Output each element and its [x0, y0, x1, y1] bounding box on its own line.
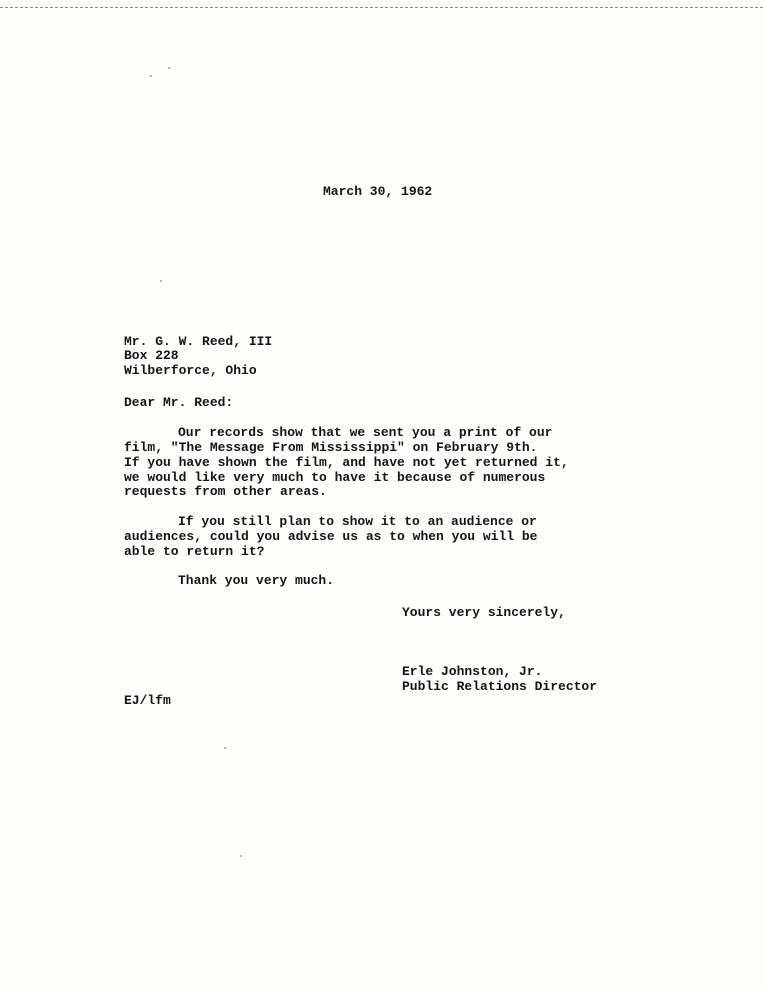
- recipient-box: Box 228: [124, 348, 179, 363]
- body-paragraph-1-line: Our records show that we sent you a print of our: [178, 425, 553, 440]
- body-paragraph-2-line: If you still plan to show it to an audience or: [178, 514, 537, 529]
- body-paragraph-1-line: If you have shown the film, and have not yet returned it,: [124, 455, 569, 470]
- salutation: Dear Mr. Reed:: [124, 395, 234, 410]
- signer-name: Erle Johnston, Jr.: [402, 664, 543, 679]
- page-top-edge: [0, 0, 763, 8]
- body-paragraph-1-line: requests from other areas.: [124, 484, 327, 499]
- recipient-name: Mr. G. W. Reed, III: [124, 334, 273, 349]
- paper-speck: [240, 855, 242, 857]
- body-paragraph-1-line: film, "The Message From Mississippi" on February 9th.: [124, 440, 538, 455]
- reference-initials: EJ/lfm: [124, 693, 171, 708]
- letter-date: March 30, 1962: [323, 184, 433, 199]
- complimentary-close: Yours very sincerely,: [402, 605, 566, 620]
- body-paragraph-2-line: audiences, could you advise us as to when you will be: [124, 529, 538, 544]
- paper-speck: [168, 67, 170, 69]
- recipient-city: Wilberforce, Ohio: [124, 363, 257, 378]
- paper-speck: [160, 280, 162, 282]
- paper-speck: [224, 747, 226, 749]
- body-paragraph-2-line: able to return it?: [124, 544, 265, 559]
- body-paragraph-1-line: we would like very much to have it because of numerous: [124, 470, 546, 485]
- signer-title: Public Relations Director: [402, 679, 598, 694]
- body-paragraph-3: Thank you very much.: [178, 573, 335, 588]
- paper-speck: [150, 75, 152, 77]
